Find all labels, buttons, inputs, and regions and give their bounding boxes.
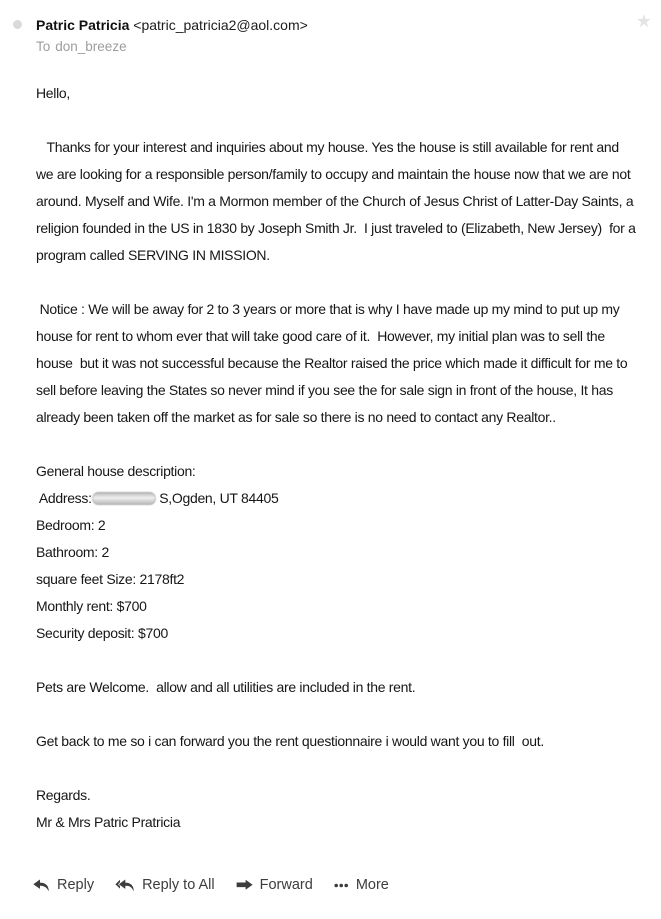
body-line: program called SERVING IN MISSION.	[36, 247, 270, 263]
unread-indicator-dot	[13, 20, 22, 29]
pets-paragraph	[36, 674, 651, 701]
address-line	[36, 485, 651, 512]
reply-all-button[interactable]	[115, 877, 215, 893]
to-label: To	[36, 39, 51, 54]
forward-icon	[236, 879, 253, 892]
signoff-line: Regards.	[36, 787, 91, 803]
body-line: around. Myself and Wife. I'm a Mormon member of the Church of Jesus Christ of Latter-Day Saints, a	[36, 193, 634, 209]
redacted-address-blur	[92, 492, 156, 505]
pets-line: Pets are Welcome. allow and all utilities are included in the rent.	[36, 679, 416, 695]
intro-paragraph	[36, 134, 651, 269]
sender-line	[36, 17, 308, 33]
more-label: More	[355, 877, 389, 893]
body-line: sell before leaving the States so never mind if you see the for sale sign in front of the house, It has	[36, 382, 613, 398]
action-toolbar	[33, 877, 389, 893]
detail-line-deposit: Security deposit: $700	[36, 625, 168, 641]
body-line: house for rent to whom ever that will take good care of it. However, my initial plan was to sell the	[36, 328, 605, 344]
body-line: already been taken off the market as for sale so there is no need to contact any Realtor..	[36, 409, 556, 425]
address-label: Address:	[36, 490, 92, 506]
more-button[interactable]	[334, 877, 389, 893]
reply-button[interactable]	[33, 877, 94, 893]
recipient-line	[36, 39, 127, 55]
body-line: religion founded in the US in 1830 by Joseph Smith Jr. I just traveled to (Elizabeth, New Jersey) for a	[36, 220, 636, 236]
body-line: we are looking for a responsible person/family to occupy and maintain the house now that we are not	[36, 166, 631, 182]
description-heading: General house description:	[36, 463, 196, 479]
signature-line: Mr & Mrs Patric Pratricia	[36, 814, 181, 830]
notice-paragraph	[36, 296, 651, 431]
reply-icon	[33, 879, 50, 892]
reply-all-label: Reply to All	[142, 877, 215, 893]
body-line: Notice : We will be away for 2 to 3 years or more that is why I have made up my mind to put up my	[36, 301, 620, 317]
greeting-block	[36, 80, 651, 107]
sender-email-text: <patric_patricia2@aol.com>	[133, 17, 308, 33]
more-ellipsis-icon	[334, 879, 349, 892]
sender-email[interactable]	[129, 17, 307, 33]
followup-line: Get back to me so i can forward you the rent questionnaire i would want you to fill out.	[36, 733, 544, 749]
sender-name[interactable]: Patric Patricia	[36, 17, 130, 33]
recipient[interactable]: don_breeze	[55, 39, 127, 54]
body-line: house but it was not successful because the Realtor raised the price which made it difficult for me to	[36, 355, 628, 371]
body-line: Thanks for your interest and inquiries about my house. Yes the house is still available for rent and	[36, 139, 619, 155]
detail-line-bedroom: Bedroom: 2	[36, 517, 106, 533]
greeting-line: Hello,	[36, 85, 70, 101]
signature-block	[36, 782, 651, 836]
reply-all-icon	[115, 879, 135, 892]
followup-paragraph	[36, 728, 651, 755]
address-rest: S,Ogden, UT 84405	[155, 490, 279, 506]
detail-line-bathroom: Bathroom: 2	[36, 544, 109, 560]
email-body	[36, 80, 651, 836]
reply-label: Reply	[57, 877, 95, 893]
house-description-block	[36, 458, 651, 647]
detail-line-sqft: square feet Size: 2178ft2	[36, 571, 185, 587]
detail-line-rent: Monthly rent: $700	[36, 598, 147, 614]
star-icon[interactable]: ★	[635, 11, 652, 31]
forward-button[interactable]	[236, 877, 313, 893]
forward-label: Forward	[259, 877, 313, 893]
